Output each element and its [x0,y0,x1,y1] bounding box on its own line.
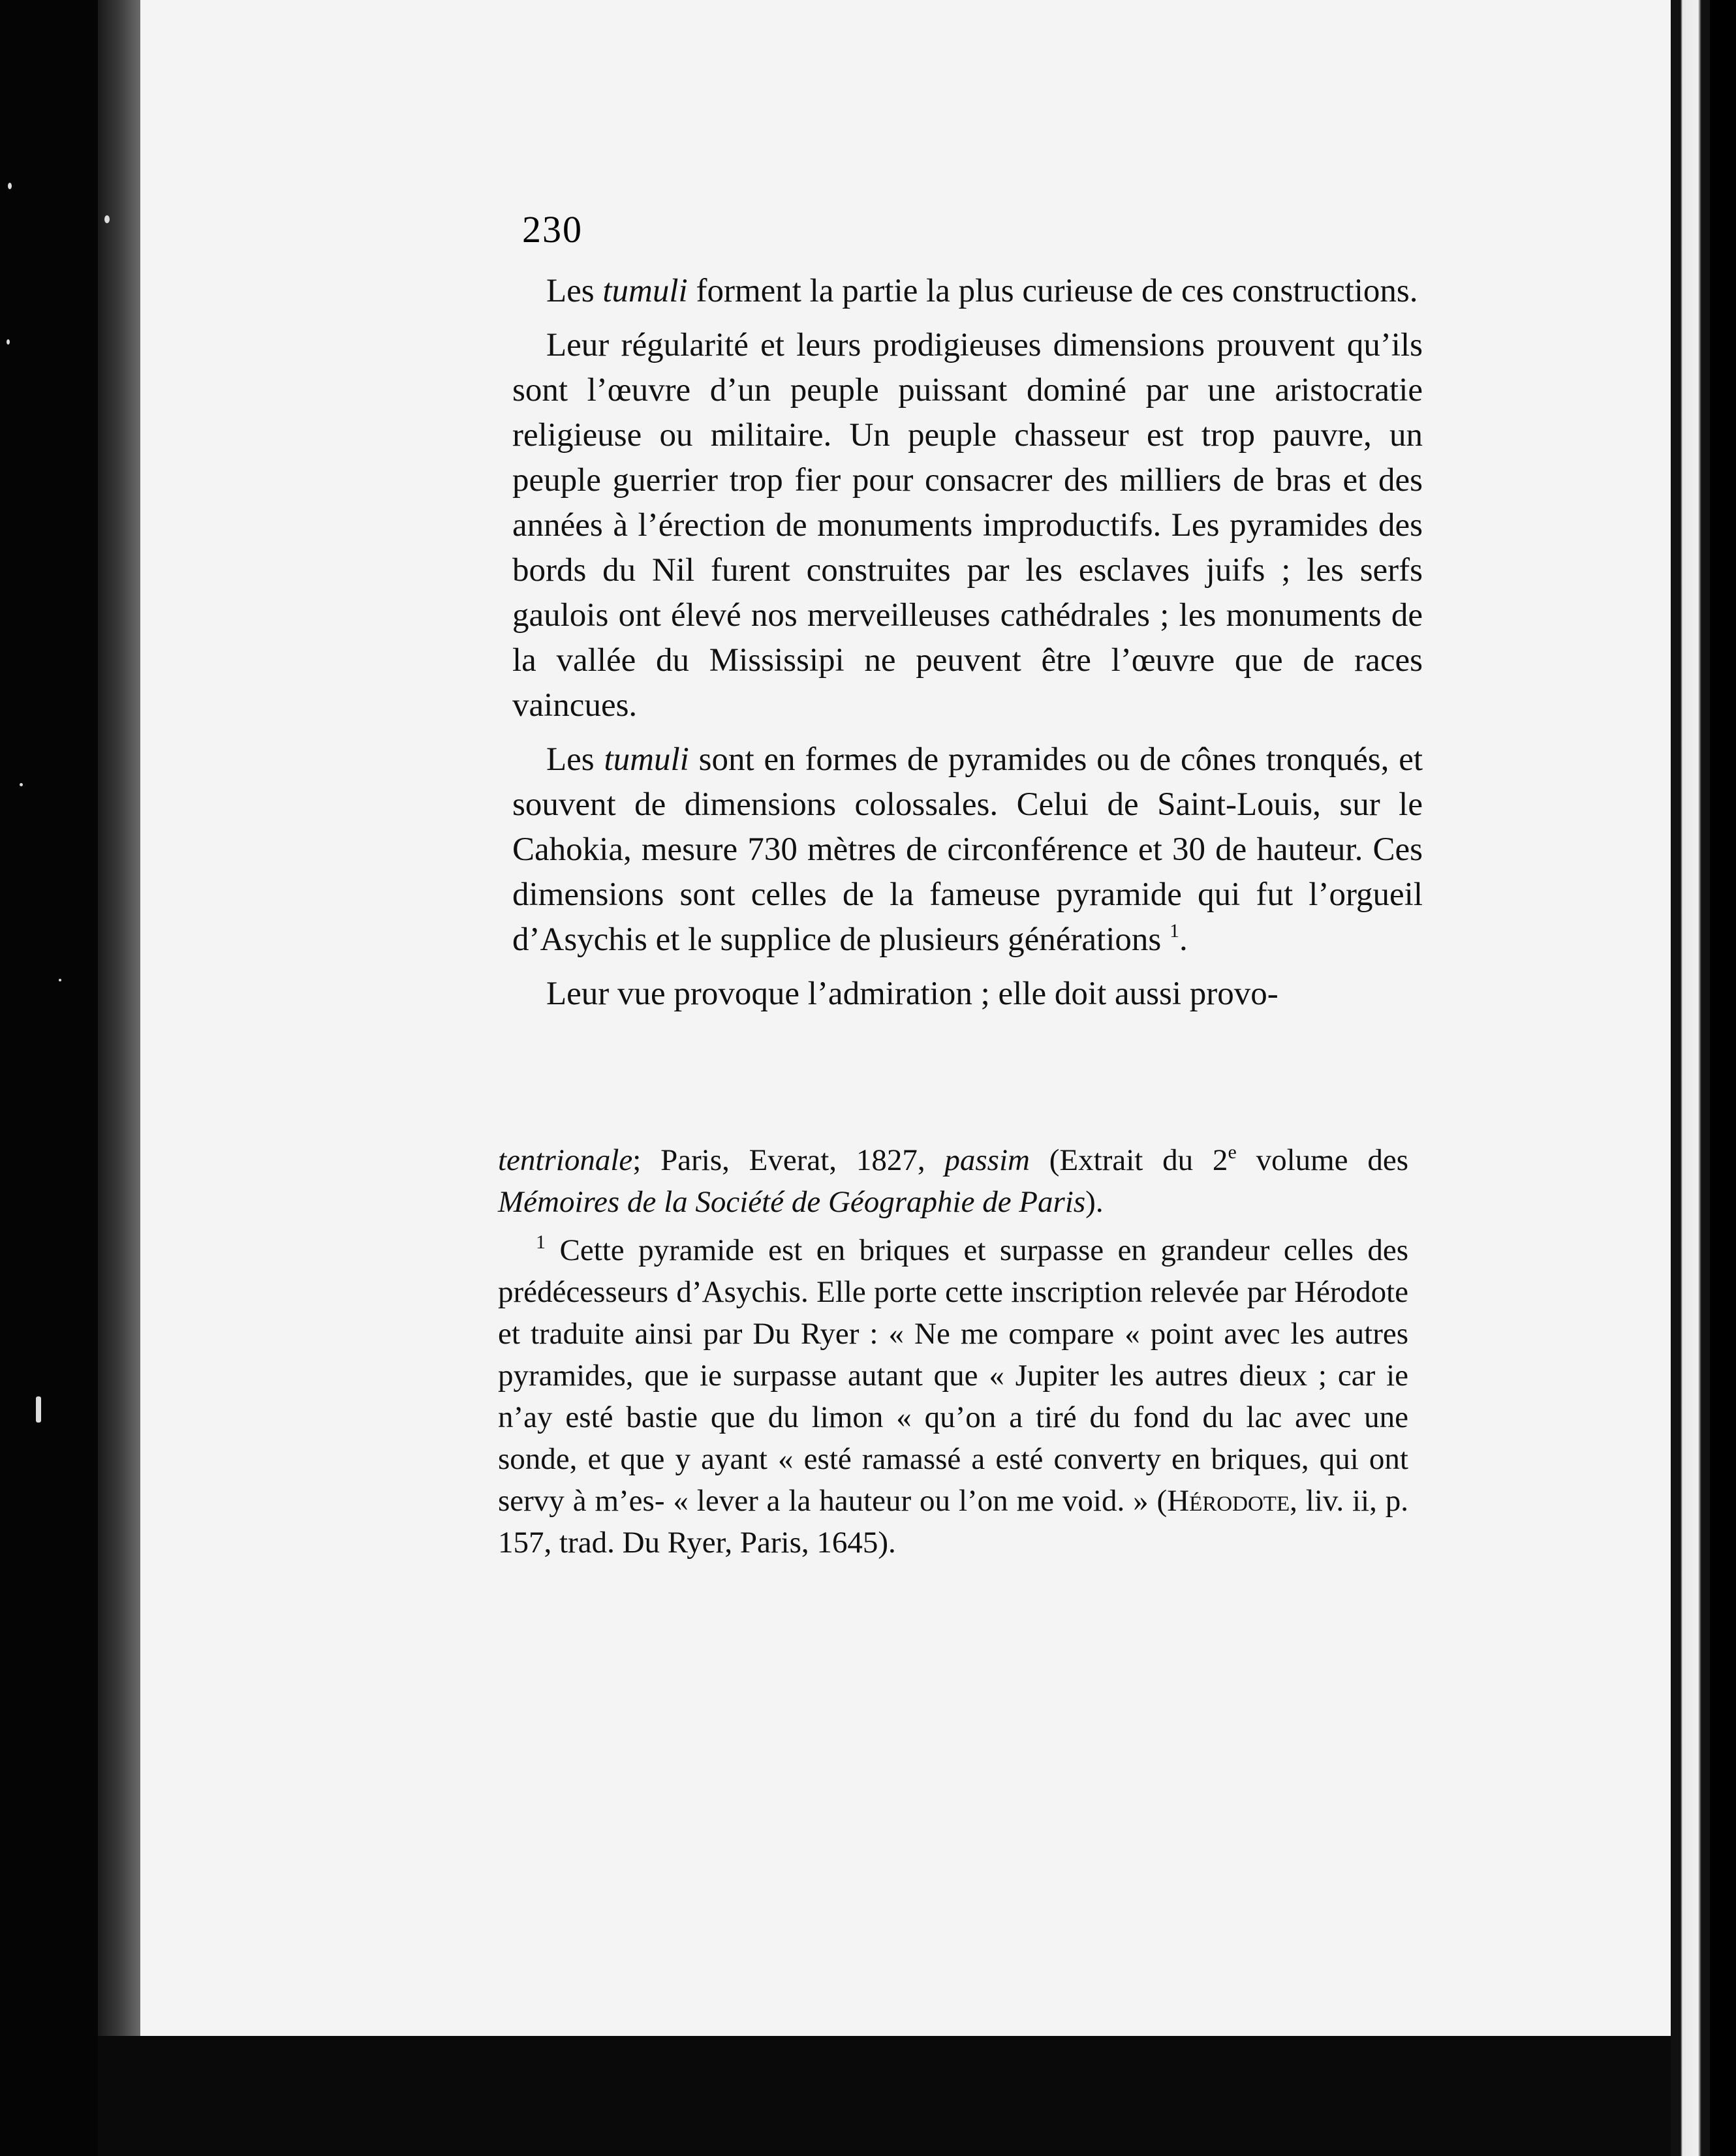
page-number: 230 [522,208,583,251]
footnotes [498,1139,1408,1563]
footnote-1: $^1$ Cette pyramide est en briques et surpasse en grandeur celles des prédécesseurs d’Asychis. Elle porte cette inscription relevée par Hérodote et traduite ainsi par Du Ryer : « Ne me compare « point avec les autres pyramides, que ie surpasse autant que « Jupiter les autres dieux ; car ie n’ay esté bastie que du limon « qu’on a tiré du fond du lac avec une sonde, et que y ayant « esté ramassé a esté converty en briques, qui ont servy à m’es- « lever a la hauteur ou l’on me void. » (Hérodote, liv. ii, p. 157, trad. Du Ryer, Paris, 1645). [498,1231,1409,1560]
paragraph-3: Les tumuli sont en formes de pyramides ou de cônes tronqués, et souvent de dimensions colossales. Celui de Saint-Louis, sur le Cahokia, mesure 730 mètres de circonférence et 30 de hauteur. Ces dimensions sont celles de la fameuse pyramide qui fut l’orgueil d’Asychis et le supplice de plusieurs générations $^1$. [512,741,1423,958]
italic-term: tumuli [604,741,689,778]
main-text [512,269,1423,1017]
paragraph-4: Leur vue provoque l’admiration ; elle doit aussi provo- [546,976,1279,1012]
scan-right-edge [1710,0,1736,2156]
footnote-ref: $^1$. [1170,920,1188,958]
footnote-marker: 1 [536,1231,546,1253]
italic-term: tumuli [602,273,688,309]
paragraph-2: Leur régularité et leurs prodigieuses dimensions prouvent qu’ils sont l’œuvre d’un peuple puissant dominé par une aristocratie religieuse ou militaire. Un peuple chasseur est trop pauvre, un peuple guerrier trop fier pour consacrer des milliers de bras et des années à l’érection de monuments improductifs. Les pyramides des bords du Nil furent construites par les esclaves juifs ; les serfs gaulois ont élevé nos merveilleuses cathédrales ; les monuments de la vallée du Mississipi ne peuvent être l’œuvre que de races vaincues. [512,327,1423,724]
scan-left-edge [0,0,98,2156]
facing-page-edge [1671,0,1710,2156]
scan-bottom-edge [98,2036,1677,2156]
footnote-author: Hérodote [1167,1484,1290,1518]
footnote-continuation: tentrionale; Paris, Everat, 1827, passim (Extrait du 2e volume des Mémoires de la Société de Géographie de Paris). [498,1141,1408,1219]
paragraph-1: Les tumuli forment la partie la plus curieuse de ces constructions. [546,273,1418,309]
